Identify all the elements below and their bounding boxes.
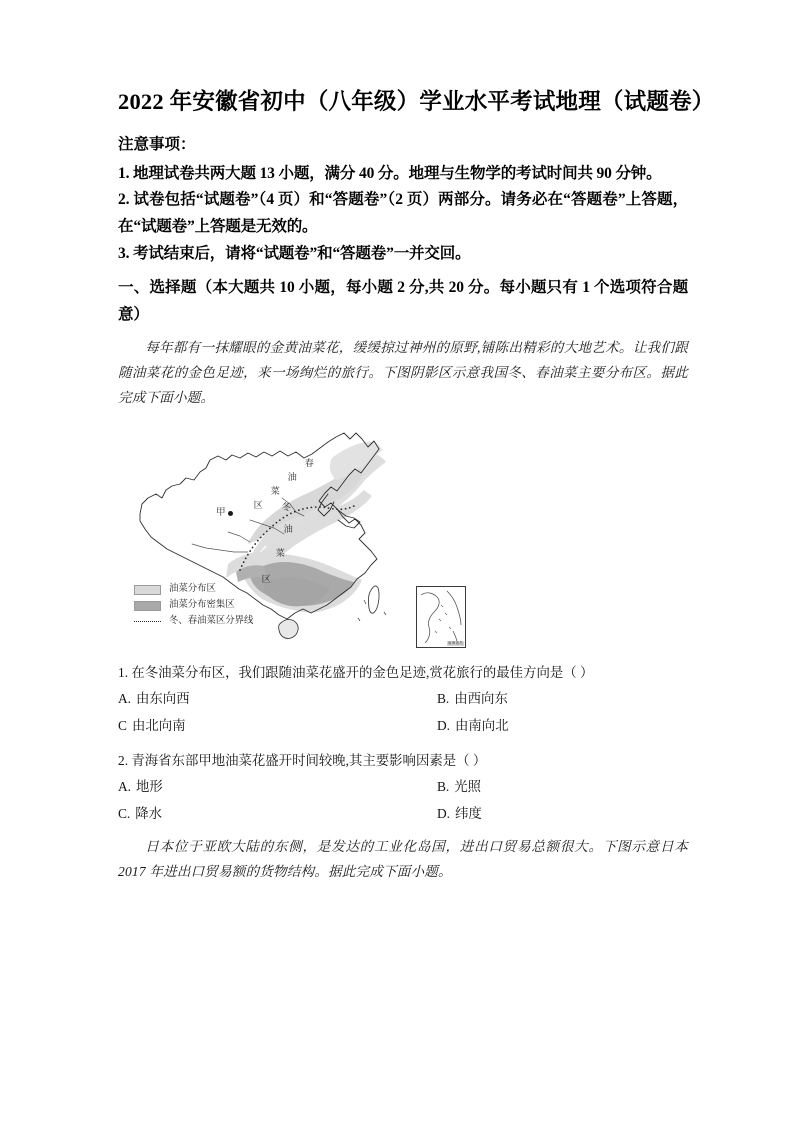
option-d-label: D.: [437, 805, 451, 821]
legend-swatch-dark-icon: [134, 601, 161, 611]
map-container: [132, 424, 462, 652]
page-content: [118, 88, 715, 884]
option-b-label: B.: [437, 779, 450, 795]
map-legend: [134, 582, 253, 630]
notice-item-3: 3. 考试结束后，请将“试题卷”和“答题卷”一并交回。: [118, 244, 471, 262]
option-a-text: 地形: [136, 779, 163, 795]
option-d-text: 由南向北: [455, 717, 509, 733]
question-2-option-c[interactable]: [118, 801, 403, 828]
option-c-text: 由北向南: [131, 717, 186, 733]
option-d-text: 纬度: [455, 805, 482, 821]
figure-china-rapeseed-map: [118, 424, 688, 652]
taiwan-island: [368, 586, 379, 613]
question-2-option-d[interactable]: [403, 801, 688, 828]
option-b-text: 由西向东: [454, 691, 508, 707]
option-b-text: 光照: [454, 779, 482, 795]
question-2-stem: 2. 青海省东部甲地油菜花盛开时间较晚,其主要影响因素是（ ）: [118, 752, 487, 768]
option-d-label: D.: [437, 717, 451, 733]
passage-japan: 日本位于亚欧大陆的东侧，是发达的工业化岛国，进出口贸易总额很大。下图示意日本 2017 年进出口贸易额的货物结构。据此完成下面小题。: [118, 838, 688, 879]
map-label-spring-rapeseed-zone-2: 油: [286, 471, 297, 484]
question-2: [118, 749, 688, 828]
legend-row-boundary: [134, 614, 253, 630]
map-label-spring-rapeseed-zone: 春: [303, 457, 314, 470]
south-china-sea-inset: [416, 586, 466, 648]
question-2-options: [118, 774, 688, 828]
page-title: 2022 年安徽省初中（八年级）学业水平考试地理（试题卷）: [118, 89, 715, 114]
notice-item-2: 2. 试卷包括“试题卷”（4 页）和“答题卷”（2 页）两部分。请务必在“答题卷”上答题，在“试题卷”上答题是无效的。: [118, 191, 688, 235]
option-a-label: A.: [118, 691, 132, 707]
question-1: [118, 661, 688, 740]
section-heading-multiple-choice: 一、选择题（本大题共 10 小题，每小题 2 分,共 20 分。每小题只有 1 个选项符合题意）: [118, 279, 688, 323]
inset-label-south-china-sea: 南海诸岛: [447, 640, 463, 645]
question-2-option-a[interactable]: [118, 774, 403, 801]
map-label-spring-rapeseed-zone-3: 菜: [269, 485, 280, 498]
south-china-sea-inset-svg: [417, 587, 465, 647]
legend-dotted-line-icon: [134, 617, 161, 627]
option-c-text: 降水: [135, 805, 163, 821]
notice-item-1: 1. 地理试卷共两大题 13 小题，满分 40 分。地理与生物学的考试时间共 90 分钟。: [118, 164, 662, 182]
hainan-island: [279, 619, 299, 638]
question-2-option-b[interactable]: [403, 774, 688, 801]
legend-label-boundary: 冬、春油菜区分界线: [169, 616, 254, 627]
question-1-stem: 1. 在冬油菜分布区，我们跟随油菜花盛开的金色足迹,赏花旅行的最佳方向是（ ）: [118, 664, 594, 680]
legend-label-distribution: 油菜分布区: [169, 584, 216, 595]
map-label-point-jia: 甲: [216, 506, 226, 518]
legend-row-distribution: [134, 582, 253, 598]
option-a-text: 由东向西: [136, 691, 190, 707]
map-label-spring-rapeseed-zone-4: 区: [252, 499, 263, 512]
option-b-label: B.: [437, 691, 450, 707]
option-a-label: A.: [118, 779, 132, 795]
question-1-options: [118, 686, 688, 740]
map-label-winter-rapeseed-zone-2: 油: [282, 523, 293, 536]
passage-rapeseed: 每年都有一抹耀眼的金黄油菜花，缓缓掠过神州的原野,铺陈出精彩的大地艺术。让我们跟随油菜花的金色足迹，来一场绚烂的旅行。下图阴影区示意我国冬、春油菜主要分布区。据此完成下面小题。: [118, 339, 688, 405]
question-1-option-c[interactable]: [118, 713, 403, 740]
map-point-marker-jia: [228, 511, 233, 516]
notice-heading: 注意事项：: [118, 136, 196, 154]
legend-row-dense: [134, 598, 253, 614]
question-1-option-a[interactable]: [118, 686, 403, 713]
option-c-label: C.: [118, 805, 131, 821]
question-1-option-b[interactable]: [403, 686, 688, 713]
map-label-winter-rapeseed-zone-3: 菜: [274, 547, 285, 560]
map-label-winter-rapeseed-zone-4: 区: [260, 573, 271, 586]
option-c-label: C: [118, 717, 127, 733]
legend-label-dense: 油菜分布密集区: [169, 600, 235, 611]
notice-block: [118, 133, 688, 267]
legend-swatch-light-icon: [134, 585, 161, 595]
question-1-option-d[interactable]: [403, 713, 688, 740]
map-label-winter-rapeseed-zone: 冬: [280, 501, 291, 514]
